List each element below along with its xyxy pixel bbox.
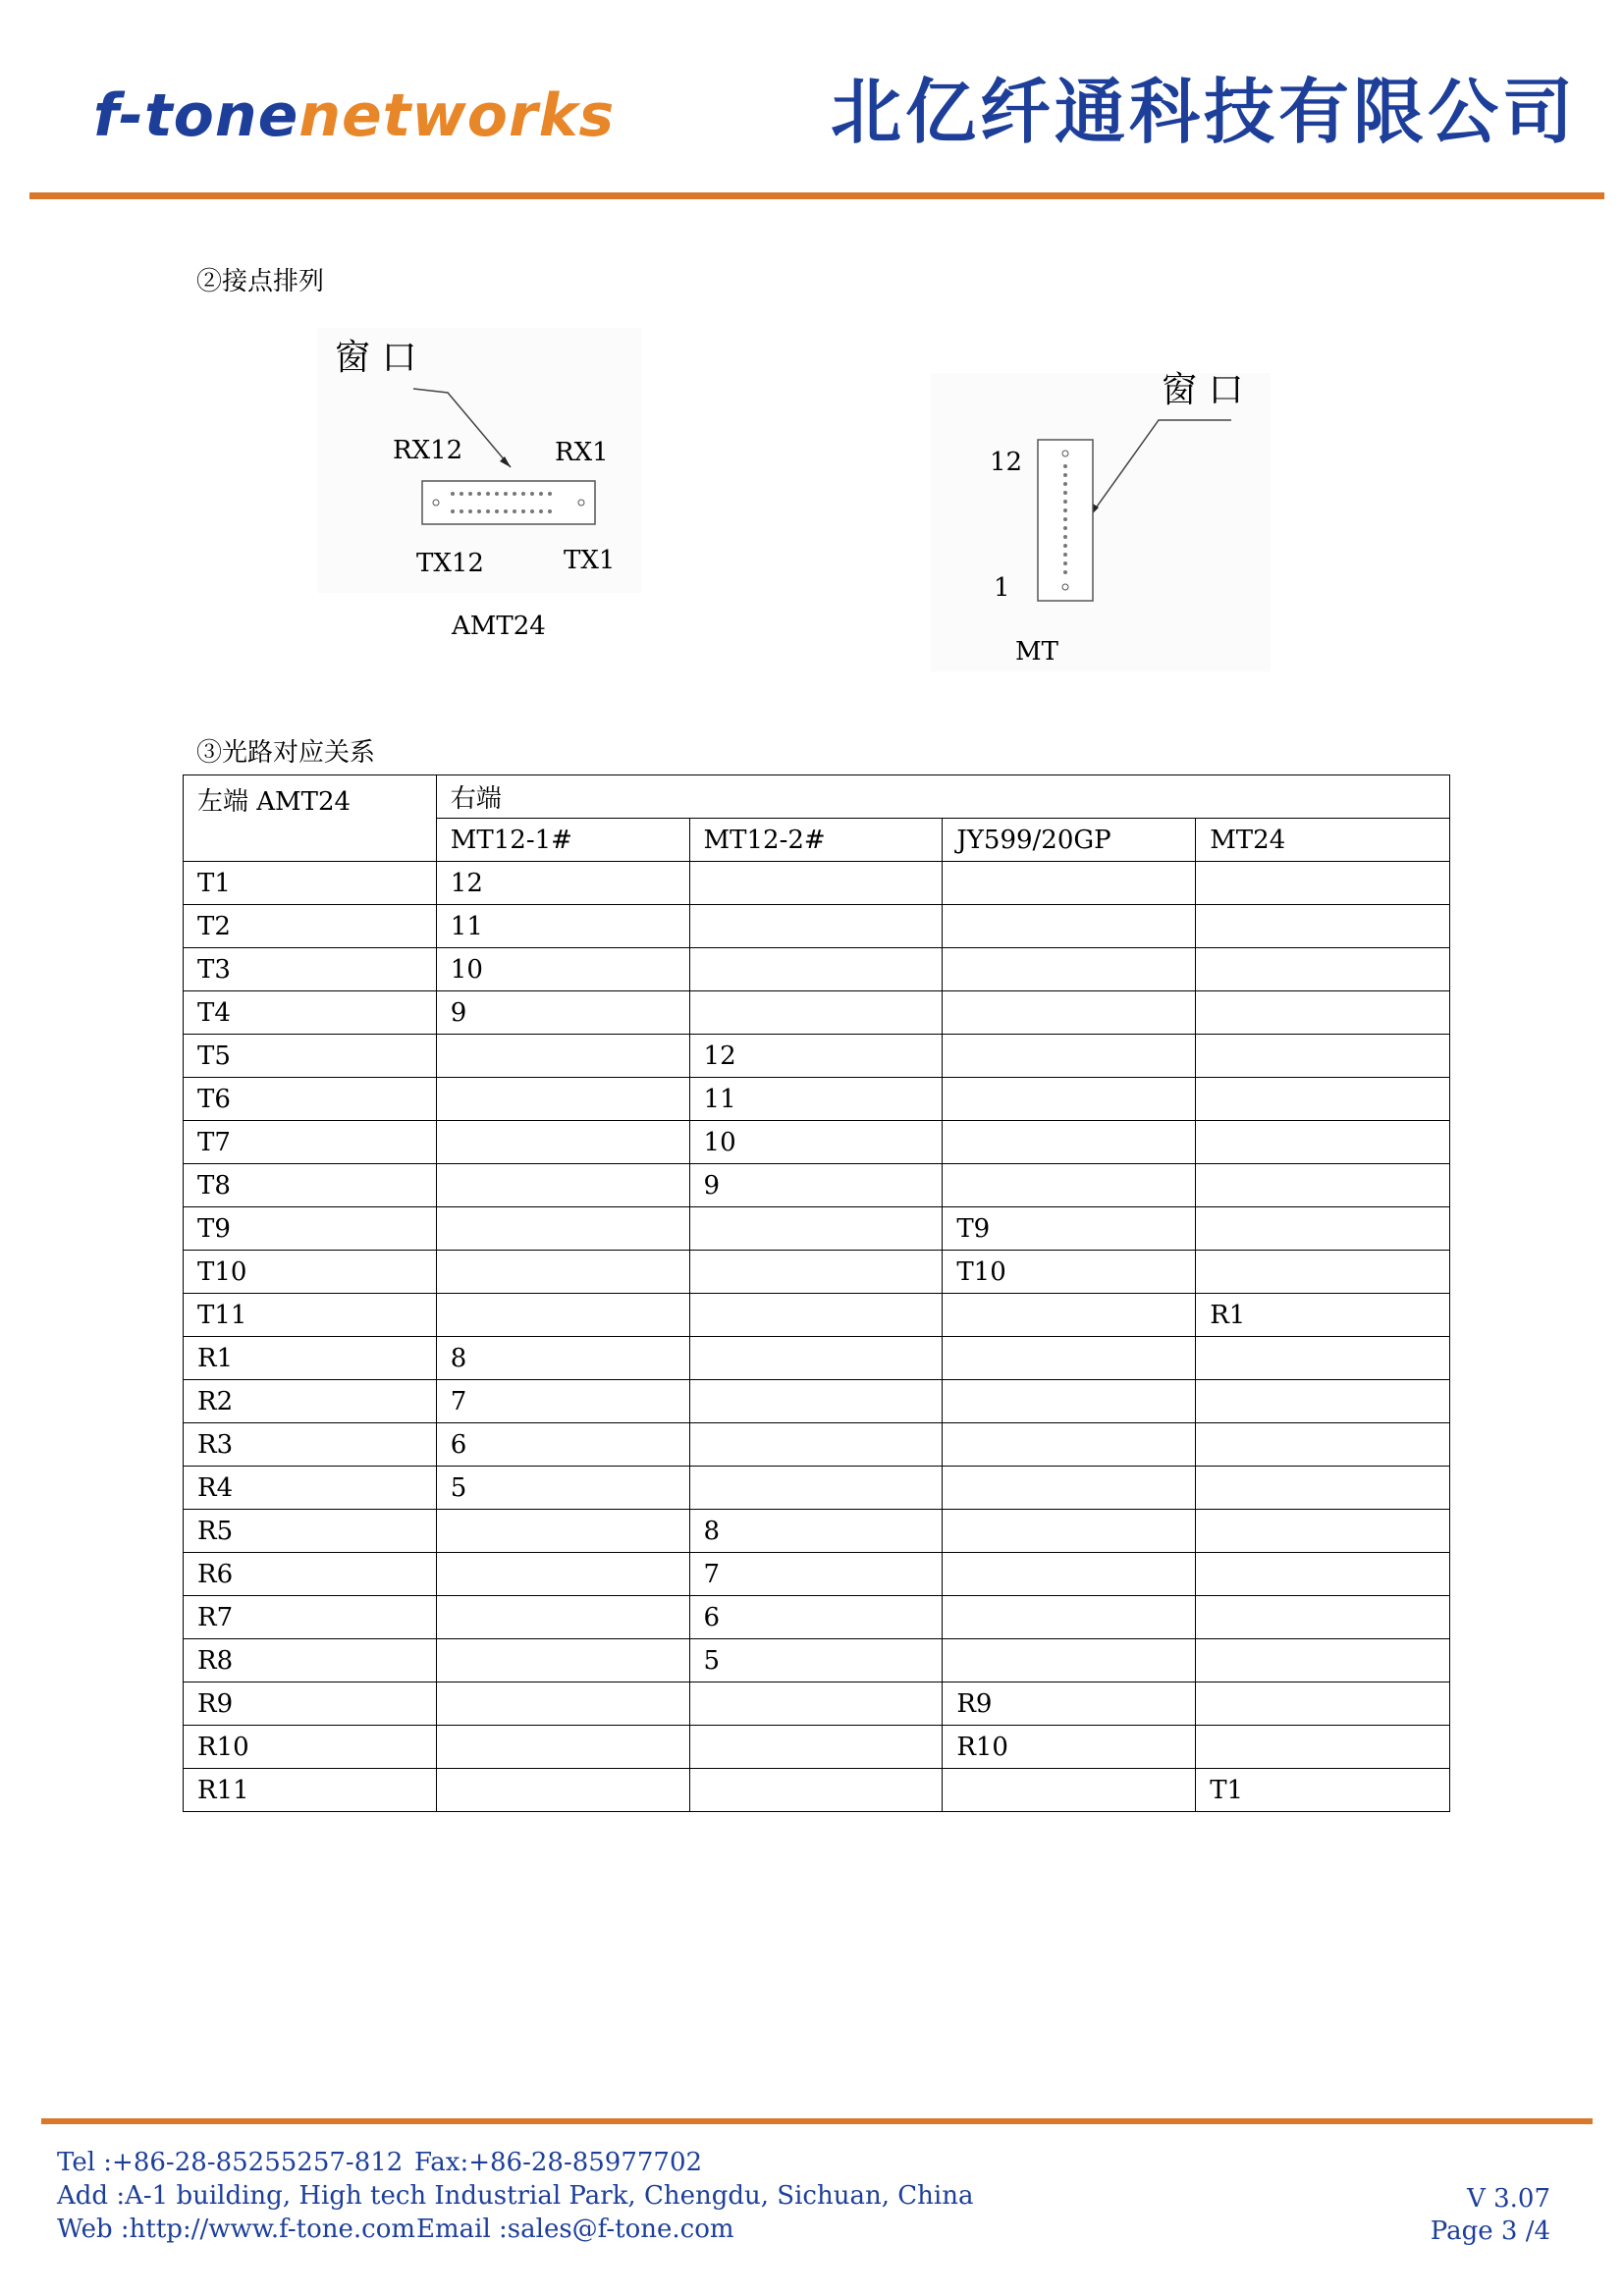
header-divider: [29, 192, 1604, 199]
amt24-tx12-label: TX12: [416, 549, 484, 578]
mapping-cell: [689, 1294, 943, 1337]
table-row: [184, 1726, 1450, 1769]
mapping-cell: [436, 1121, 689, 1164]
mapping-cell: [436, 1682, 689, 1726]
mapping-cell: [1196, 1423, 1450, 1467]
table-row: [184, 1682, 1450, 1726]
mapping-cell: [943, 1294, 1196, 1337]
mapping-cell: [1196, 1682, 1450, 1726]
mapping-cell: 8: [689, 1510, 943, 1553]
table-row: [184, 1251, 1450, 1294]
mapping-cell: 9: [436, 991, 689, 1035]
mapping-cell: [436, 1294, 689, 1337]
amt24-caption: AMT24: [452, 612, 546, 641]
mapping-cell: [1196, 1251, 1450, 1294]
table-row: [184, 1078, 1450, 1121]
mapping-cell: 6: [436, 1423, 689, 1467]
mapping-cell: 12: [689, 1035, 943, 1078]
table-header-row: [184, 775, 1450, 819]
amt24-tx1-label: TX1: [564, 546, 616, 575]
row-label-cell: R3: [184, 1423, 437, 1467]
mapping-cell: T9: [943, 1207, 1196, 1251]
footer-fax: Fax:+86-28-85977702: [414, 2148, 703, 2177]
mapping-cell: [943, 1164, 1196, 1207]
mapping-cell: 8: [436, 1337, 689, 1380]
amt24-window-label: 窗 口: [335, 338, 417, 378]
mapping-cell: [1196, 1207, 1450, 1251]
mapping-cell: 9: [689, 1164, 943, 1207]
footer-version: V 3.07: [1467, 2184, 1550, 2214]
mapping-cell: [1196, 862, 1450, 905]
mapping-cell: [943, 1078, 1196, 1121]
mapping-cell: T1: [1196, 1769, 1450, 1812]
mapping-cell: 5: [436, 1467, 689, 1510]
mapping-cell: [1196, 1035, 1450, 1078]
footer-divider: [41, 2118, 1593, 2124]
row-label-cell: R2: [184, 1380, 437, 1423]
table-row: [184, 1510, 1450, 1553]
mapping-cell: [943, 1596, 1196, 1639]
mapping-cell: [1196, 1380, 1450, 1423]
footer-web: Web :http://www.f-tone.com: [57, 2215, 416, 2244]
footer-tel: Tel :+86-28-85255257-812: [57, 2148, 404, 2177]
table-row: [184, 1294, 1450, 1337]
mt-window-label: 窗 口: [1162, 370, 1244, 410]
row-label-cell: R5: [184, 1510, 437, 1553]
mapping-cell: [943, 948, 1196, 991]
mapping-cell: [943, 1380, 1196, 1423]
table-row: [184, 1553, 1450, 1596]
mapping-cell: [436, 1553, 689, 1596]
mapping-cell: [436, 1207, 689, 1251]
mapping-cell: 12: [436, 862, 689, 905]
row-label-cell: T2: [184, 905, 437, 948]
row-label-cell: R6: [184, 1553, 437, 1596]
row-label-cell: T9: [184, 1207, 437, 1251]
mapping-cell: R1: [1196, 1294, 1450, 1337]
amt24-rx1-label: RX1: [555, 438, 609, 467]
mapping-cell: [689, 1423, 943, 1467]
mapping-cell: 7: [436, 1380, 689, 1423]
column-header: JY599/20GP: [943, 819, 1196, 862]
mapping-cell: [1196, 991, 1450, 1035]
mapping-cell: [689, 905, 943, 948]
mapping-cell: [1196, 1510, 1450, 1553]
mapping-cell: [943, 991, 1196, 1035]
footer-page-number: Page 3 /4: [1430, 2216, 1550, 2246]
mapping-cell: [1196, 1726, 1450, 1769]
column-header: MT12-2#: [689, 819, 943, 862]
mapping-cell: [436, 1596, 689, 1639]
row-label-cell: T6: [184, 1078, 437, 1121]
mapping-cell: [1196, 1467, 1450, 1510]
mapping-cell: [689, 1207, 943, 1251]
mapping-cell: R9: [943, 1682, 1196, 1726]
mapping-cell: [1196, 948, 1450, 991]
table-row: [184, 1423, 1450, 1467]
mapping-cell: [1196, 1078, 1450, 1121]
mapping-cell: [1196, 1596, 1450, 1639]
mapping-cell: [689, 1251, 943, 1294]
mapping-cell: R10: [943, 1726, 1196, 1769]
mapping-cell: [689, 1467, 943, 1510]
mapping-cell: [436, 1251, 689, 1294]
table-row: [184, 862, 1450, 905]
table-row: [184, 1164, 1450, 1207]
table-row: [184, 1639, 1450, 1682]
table-row: [184, 1337, 1450, 1380]
row-label-cell: R9: [184, 1682, 437, 1726]
mapping-cell: [436, 1510, 689, 1553]
mapping-cell: [436, 1769, 689, 1812]
mapping-cell: [943, 1467, 1196, 1510]
section-optical-mapping-title: ③光路对应关系: [196, 738, 376, 768]
row-label-cell: R1: [184, 1337, 437, 1380]
company-name: 北亿纤通科技有限公司: [830, 71, 1577, 153]
mapping-cell: [689, 1337, 943, 1380]
company-logo: [93, 81, 616, 150]
logo-text-secondary: networks: [298, 81, 616, 150]
mapping-cell: 11: [436, 905, 689, 948]
mapping-cell: 5: [689, 1639, 943, 1682]
header-right-end: 右端: [436, 775, 1449, 819]
optical-mapping-table: [183, 774, 1450, 1812]
mt-pin-12-label: 12: [990, 448, 1023, 477]
mapping-cell: [943, 862, 1196, 905]
mapping-cell: [943, 1423, 1196, 1467]
mapping-cell: 10: [689, 1121, 943, 1164]
mapping-cell: [943, 1510, 1196, 1553]
mapping-cell: [689, 862, 943, 905]
row-label-cell: T5: [184, 1035, 437, 1078]
mapping-cell: 11: [689, 1078, 943, 1121]
mapping-cell: [689, 1769, 943, 1812]
table-row: [184, 948, 1450, 991]
logo-text-primary: f-tone: [93, 81, 299, 150]
mapping-cell: [689, 991, 943, 1035]
footer-email: Email :sales@f-tone.com: [416, 2215, 734, 2244]
row-label-cell: R7: [184, 1596, 437, 1639]
table-row: [184, 1380, 1450, 1423]
mapping-cell: [943, 1337, 1196, 1380]
amt24-rx12-label: RX12: [393, 436, 463, 465]
mapping-cell: [1196, 1553, 1450, 1596]
mapping-cell: [1196, 1121, 1450, 1164]
table-row: [184, 1121, 1450, 1164]
table-row: [184, 1467, 1450, 1510]
table-row: [184, 1769, 1450, 1812]
column-header: MT12-1#: [436, 819, 689, 862]
mapping-cell: [436, 1078, 689, 1121]
table-row: [184, 1596, 1450, 1639]
footer-address: Add :A-1 building, High tech Industrial Park, Chengdu, Sichuan, China: [57, 2181, 974, 2211]
mapping-cell: T10: [943, 1251, 1196, 1294]
mapping-cell: [689, 1726, 943, 1769]
mapping-cell: [1196, 1337, 1450, 1380]
mapping-cell: [436, 1035, 689, 1078]
mapping-cell: 7: [689, 1553, 943, 1596]
mapping-cell: [436, 1639, 689, 1682]
mt-caption: MT: [1015, 637, 1058, 667]
row-label-cell: T7: [184, 1121, 437, 1164]
row-label-cell: R11: [184, 1769, 437, 1812]
header-left-end: 左端 AMT24: [184, 775, 437, 862]
mapping-cell: 10: [436, 948, 689, 991]
table-row: [184, 905, 1450, 948]
row-label-cell: T3: [184, 948, 437, 991]
table-row: [184, 1035, 1450, 1078]
row-label-cell: T11: [184, 1294, 437, 1337]
mapping-cell: [1196, 1164, 1450, 1207]
mapping-cell: [689, 948, 943, 991]
mapping-cell: [436, 1726, 689, 1769]
table-row: [184, 1207, 1450, 1251]
mapping-cell: [1196, 905, 1450, 948]
mapping-cell: [1196, 1639, 1450, 1682]
section-contact-arrangement-title: ②接点排列: [196, 267, 325, 296]
mt-pin-1-label: 1: [994, 573, 1010, 603]
mapping-cell: [689, 1380, 943, 1423]
mapping-cell: [436, 1164, 689, 1207]
row-label-cell: R10: [184, 1726, 437, 1769]
mapping-cell: [943, 1639, 1196, 1682]
table-row: [184, 991, 1450, 1035]
mapping-cell: [689, 1682, 943, 1726]
column-header: MT24: [1196, 819, 1450, 862]
mapping-cell: [943, 1121, 1196, 1164]
row-label-cell: R8: [184, 1639, 437, 1682]
mapping-cell: [943, 905, 1196, 948]
mapping-cell: 6: [689, 1596, 943, 1639]
row-label-cell: T8: [184, 1164, 437, 1207]
mapping-cell: [943, 1553, 1196, 1596]
row-label-cell: R4: [184, 1467, 437, 1510]
row-label-cell: T10: [184, 1251, 437, 1294]
mt-connector-drawing: [931, 370, 1271, 671]
mapping-cell: [943, 1035, 1196, 1078]
mapping-cell: [943, 1769, 1196, 1812]
row-label-cell: T1: [184, 862, 437, 905]
amt24-connector-drawing: [317, 328, 641, 593]
row-label-cell: T4: [184, 991, 437, 1035]
